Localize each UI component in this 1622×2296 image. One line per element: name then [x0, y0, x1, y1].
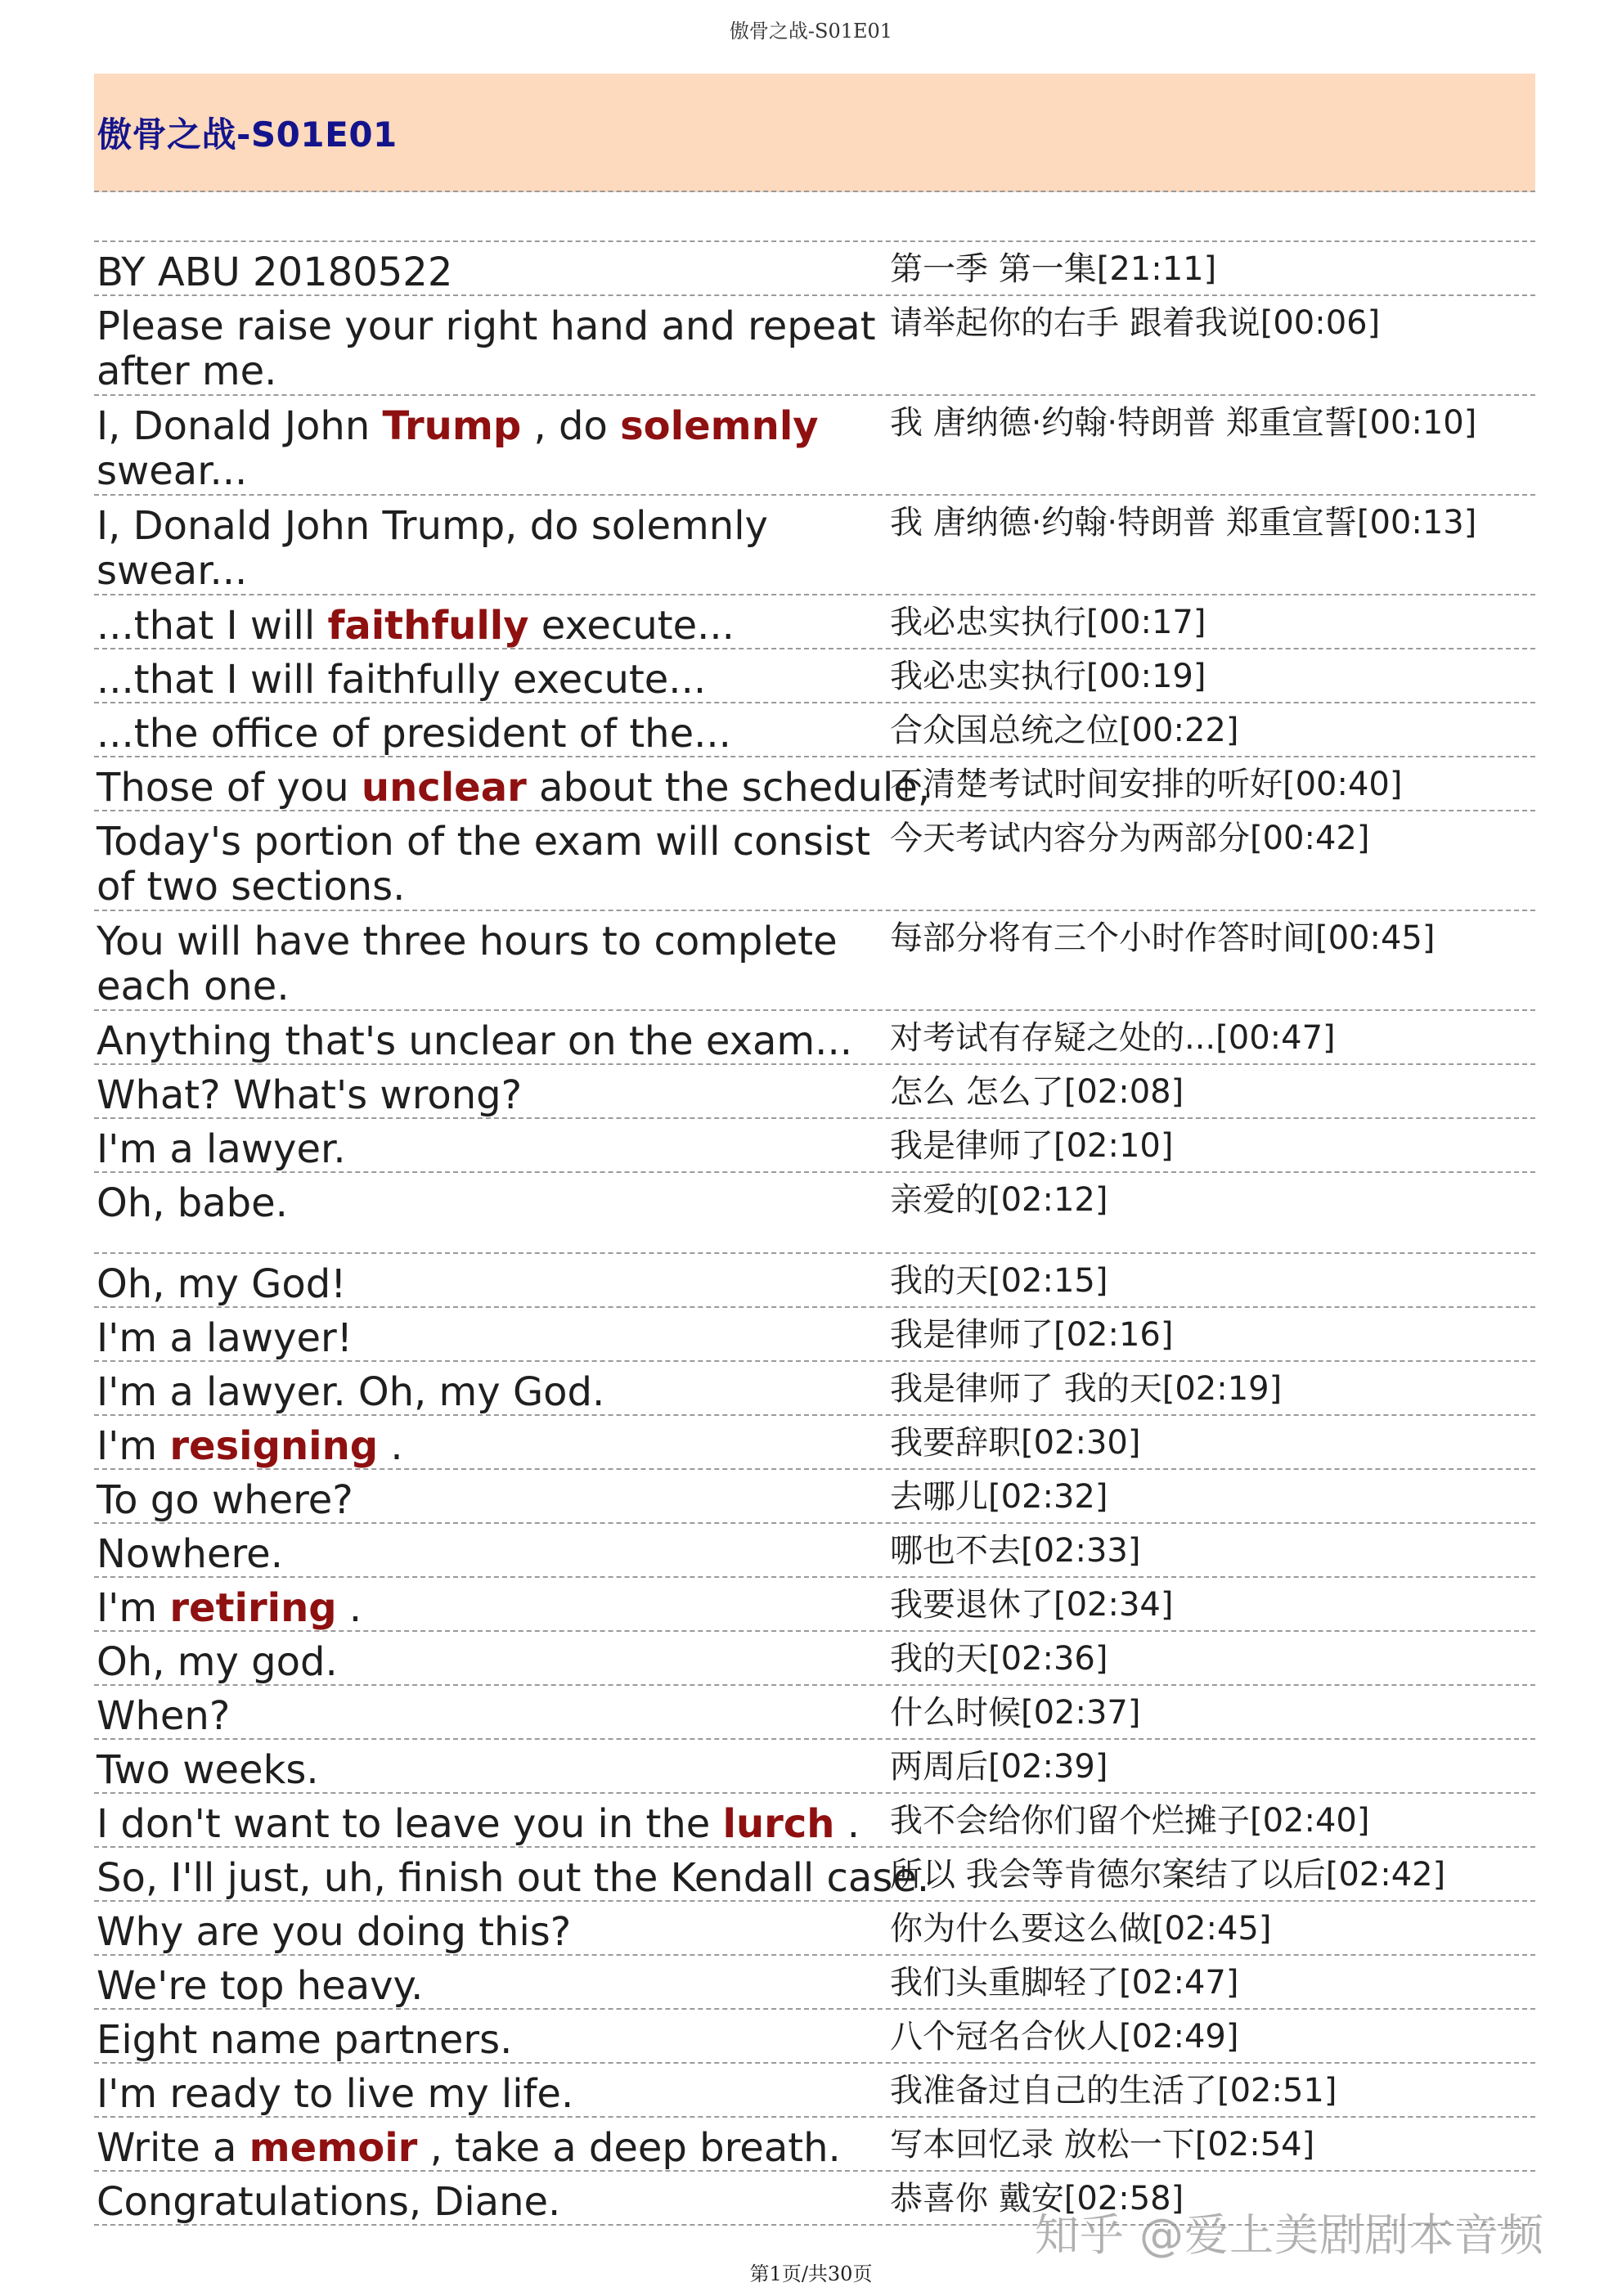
- chinese-line: 恭喜你 戴安[02:58]: [890, 2180, 1184, 2217]
- english-text: I'm: [97, 1585, 170, 1631]
- chinese-line: 我必忠实执行[00:17]: [890, 604, 1206, 641]
- subtitle-row: [94, 1578, 1535, 1632]
- english-line: [94, 1740, 883, 1792]
- english-line: [94, 1902, 883, 1954]
- subtitle-row: [94, 296, 1535, 396]
- chinese-line: 对考试有存疑之处的...[00:47]: [890, 1019, 1336, 1057]
- subtitle-row: [94, 1470, 1535, 1524]
- english-text: You will have three hours to complete each one.: [97, 919, 838, 1009]
- english-text: .: [834, 1801, 860, 1847]
- chinese-line: 怎么 怎么了[02:08]: [890, 1073, 1184, 1111]
- english-line: [94, 1254, 883, 1306]
- page-header: 傲骨之战-S01E01: [729, 20, 893, 43]
- page-footer: 第1页/共30页: [749, 2262, 873, 2285]
- chinese-line: 今天考试内容分为两部分[00:42]: [890, 820, 1370, 857]
- chinese-line: 我要辞职[02:30]: [890, 1424, 1141, 1462]
- chinese-line: 什么时候[02:37]: [890, 1694, 1141, 1732]
- english-line: [94, 911, 883, 1009]
- english-line: [94, 1173, 883, 1252]
- english-text: Please raise your right hand and repeat after me.: [97, 303, 876, 394]
- english-line: [94, 1848, 930, 1901]
- chinese-line: 八个冠名合伙人[02:49]: [890, 2018, 1239, 2056]
- chinese-line: 哪也不去[02:33]: [890, 1532, 1141, 1570]
- english-line: [94, 1524, 883, 1576]
- subtitle-row: [94, 1308, 1535, 1362]
- english-text: execute...: [528, 603, 735, 649]
- subtitle-row: [94, 1632, 1535, 1686]
- english-line: [94, 703, 883, 756]
- subtitle-row: [94, 1119, 1535, 1173]
- english-text: .: [336, 1585, 362, 1631]
- subtitle-row: [94, 1794, 1535, 1848]
- english-text: Oh, my God!: [97, 1261, 347, 1307]
- chinese-line: 不清楚考试时间安排的听好[00:40]: [890, 766, 1403, 803]
- english-line: [94, 396, 883, 494]
- chinese-line: 请举起你的右手 跟着我说[00:06]: [890, 304, 1381, 342]
- english-line: [94, 2064, 883, 2116]
- vocab-highlight: memoir: [249, 2125, 418, 2171]
- chinese-line: 写本回忆录 放松一下[02:54]: [890, 2126, 1315, 2163]
- english-text: I'm a lawyer.: [97, 1126, 346, 1172]
- english-text: I, Donald John: [97, 403, 383, 449]
- subtitle-row: [94, 1065, 1535, 1119]
- subtitle-row: [94, 1902, 1535, 1956]
- english-line: [94, 757, 931, 811]
- english-text: ...the office of president of the...: [97, 711, 731, 757]
- english-text: I'm ready to live my life.: [97, 2071, 574, 2117]
- subtitle-row: [94, 1173, 1535, 1254]
- english-text: about the schedule,: [526, 765, 931, 811]
- english-text: I don't want to leave you in the: [97, 1801, 723, 1847]
- subtitle-row: [94, 396, 1535, 496]
- chinese-line: 我是律师了[02:10]: [890, 1127, 1174, 1165]
- english-line: [94, 1119, 883, 1171]
- english-text: , take a deep breath.: [417, 2125, 841, 2171]
- english-text: BY ABU 20180522: [97, 249, 453, 295]
- chinese-line: 我的天[02:36]: [890, 1640, 1108, 1678]
- vocab-highlight: solemnly: [620, 403, 819, 449]
- english-text: I'm a lawyer!: [97, 1315, 353, 1361]
- english-line: [94, 1632, 883, 1684]
- english-line: [94, 1011, 883, 1063]
- vocab-highlight: resigning: [169, 1423, 379, 1469]
- subtitle-row: [94, 1686, 1535, 1740]
- vocab-highlight: lurch: [722, 1801, 835, 1847]
- english-text: Oh, my god.: [97, 1639, 338, 1685]
- chinese-line: 我 唐纳德·约翰·特朗普 郑重宣誓[00:10]: [890, 404, 1477, 442]
- subtitle-row: [94, 242, 1535, 296]
- chinese-line: 我 唐纳德·约翰·特朗普 郑重宣誓[00:13]: [890, 504, 1477, 541]
- english-line: [94, 2010, 883, 2062]
- english-line: [94, 1416, 883, 1468]
- chinese-line: 我准备过自己的生活了[02:51]: [890, 2072, 1337, 2110]
- chinese-line: 去哪儿[02:32]: [890, 1478, 1108, 1516]
- english-line: [94, 242, 883, 294]
- english-text: Nowhere.: [97, 1531, 283, 1577]
- subtitle-row: [94, 595, 1535, 649]
- watermark: 知乎 @爱上美剧剧本音频: [1034, 2209, 1544, 2261]
- english-text: So, I'll just, uh, finish out the Kendall case.: [97, 1855, 930, 1901]
- chinese-line: 第一季 第一集[21:11]: [890, 250, 1217, 288]
- subtitle-row: [94, 1254, 1535, 1308]
- subtitle-row: [94, 811, 1535, 911]
- chinese-line: 我们头重脚轻了[02:47]: [890, 1964, 1239, 2002]
- chinese-line: 你为什么要这么做[02:45]: [890, 1910, 1272, 1948]
- english-line: [94, 1362, 883, 1414]
- subtitle-row: [94, 1011, 1535, 1065]
- chinese-line: 我不会给你们留个烂摊子[02:40]: [890, 1802, 1370, 1840]
- english-text: I, Donald John Trump, do solemnly swear...: [97, 503, 768, 594]
- vocab-highlight: faithfully: [327, 603, 529, 649]
- english-line: [94, 1686, 883, 1738]
- english-line: [94, 1794, 883, 1846]
- subtitle-row: [94, 496, 1535, 595]
- english-text: Those of you: [97, 765, 362, 811]
- english-text: Eight name partners.: [97, 2017, 513, 2063]
- chinese-line: 两周后[02:39]: [890, 1748, 1108, 1786]
- chinese-line: 我的天[02:15]: [890, 1262, 1108, 1300]
- chinese-line: 我是律师了 我的天[02:19]: [890, 1370, 1283, 1408]
- english-line: [94, 811, 883, 910]
- english-text: When?: [97, 1693, 231, 1739]
- english-text: Write a: [97, 2125, 249, 2171]
- english-text: ...that I will: [97, 603, 328, 649]
- english-line: [94, 1308, 883, 1360]
- english-line: [94, 1470, 883, 1522]
- chinese-line: 合众国总统之位[00:22]: [890, 712, 1239, 749]
- english-line: [94, 1956, 883, 2008]
- subtitle-row: [94, 911, 1535, 1011]
- chinese-line: 亲爱的[02:12]: [890, 1181, 1108, 1219]
- subtitle-row: [94, 757, 1535, 811]
- english-text: ...that I will faithfully execute...: [97, 657, 707, 703]
- english-text: I'm a lawyer. Oh, my God.: [97, 1369, 605, 1415]
- chinese-line: 我必忠实执行[00:19]: [890, 658, 1206, 695]
- subtitle-row: [94, 1740, 1535, 1794]
- english-text: We're top heavy.: [97, 1963, 424, 2009]
- english-text: Today's portion of the exam will consist of two sections.: [97, 819, 871, 910]
- chinese-line: 所以 我会等肯德尔案结了以后[02:42]: [890, 1856, 1446, 1894]
- english-line: [94, 595, 883, 648]
- subtitle-row: [94, 1956, 1535, 2010]
- subtitle-row: [94, 1524, 1535, 1578]
- title-band: [94, 74, 1535, 192]
- subtitle-row: [94, 2118, 1535, 2172]
- subtitle-row: [94, 1416, 1535, 1470]
- subtitle-row: [94, 649, 1535, 703]
- document-title: 傲骨之战-S01E01: [97, 115, 398, 155]
- english-text: Oh, babe.: [97, 1180, 288, 1226]
- english-text: I'm: [97, 1423, 170, 1469]
- english-text: Two weeks.: [97, 1747, 319, 1793]
- subtitle-table: [94, 240, 1535, 2226]
- vocab-highlight: retiring: [169, 1585, 337, 1631]
- subtitle-row: [94, 2010, 1535, 2064]
- english-text: , do: [521, 403, 621, 449]
- subtitle-row: [94, 1362, 1535, 1416]
- english-text: What? What's wrong?: [97, 1072, 523, 1118]
- subtitle-row: [94, 2064, 1535, 2118]
- english-text: Anything that's unclear on the exam...: [97, 1018, 852, 1064]
- english-line: [94, 296, 883, 394]
- english-text: Why are you doing this?: [97, 1909, 572, 1955]
- vocab-highlight: unclear: [361, 765, 527, 811]
- vocab-highlight: Trump: [382, 403, 522, 449]
- chinese-line: 我是律师了[02:16]: [890, 1316, 1174, 1354]
- english-line: [94, 649, 883, 702]
- chinese-line: 我要退休了[02:34]: [890, 1586, 1174, 1624]
- english-text: .: [378, 1423, 403, 1469]
- subtitle-row: [94, 703, 1535, 757]
- english-text: To go where?: [97, 1477, 353, 1523]
- english-line: [94, 1578, 883, 1630]
- english-line: [94, 2172, 883, 2224]
- subtitle-row: [94, 1848, 1535, 1902]
- english-text: Congratulations, Diane.: [97, 2179, 561, 2225]
- english-line: [94, 1065, 883, 1117]
- english-text: swear...: [97, 448, 248, 494]
- english-line: [94, 2118, 883, 2170]
- chinese-line: 每部分将有三个小时作答时间[00:45]: [890, 919, 1436, 957]
- english-line: [94, 496, 883, 594]
